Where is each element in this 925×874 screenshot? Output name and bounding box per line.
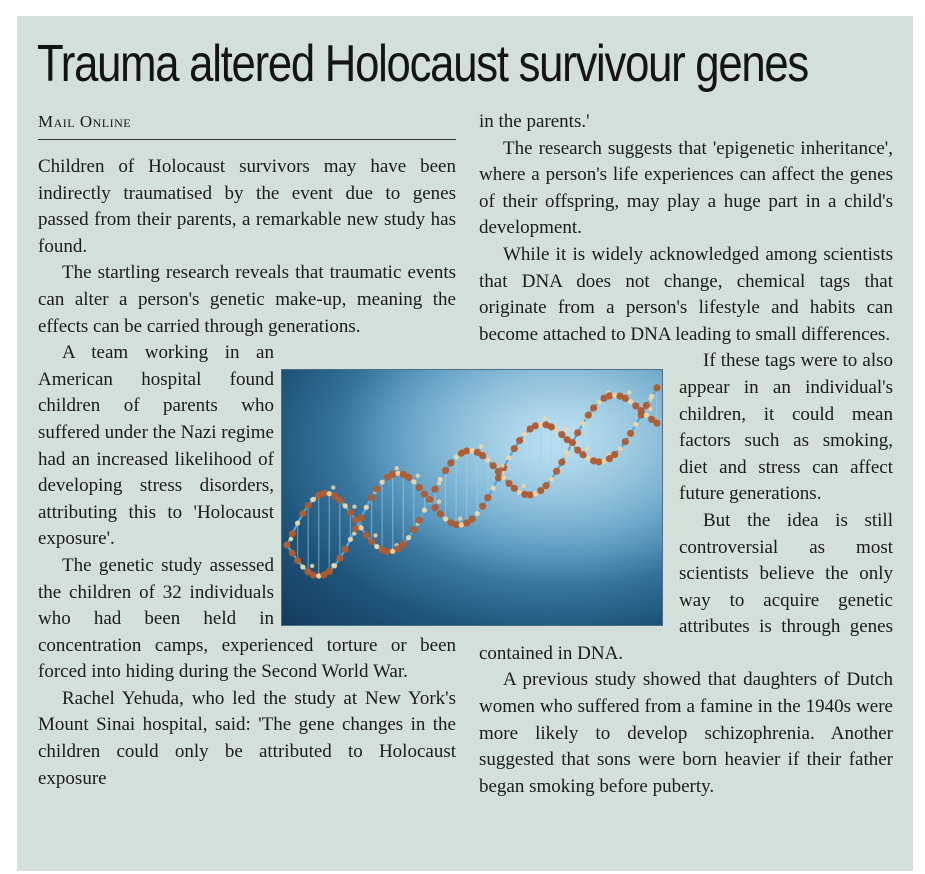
nucleotide-bead: [406, 535, 411, 540]
nucleotide-bead: [364, 505, 369, 510]
nucleotide-bead: [644, 413, 649, 418]
nucleotide-bead: [484, 494, 491, 501]
nucleotide-bead: [648, 407, 652, 411]
nucleotide-bead: [410, 526, 417, 533]
paragraph: But the idea is still controversial as most scientists believe the only way to acquire genetic attributes is through genes contained in DNA.: [479, 509, 893, 664]
nucleotide-bead: [564, 426, 568, 430]
nucleotide-bead: [549, 477, 554, 482]
nucleotide-bead: [384, 548, 391, 555]
paragraph: Rachel Yehuda, who led the study at New York's Mount Sinai hospital, said: 'The gene changes in the children could only be attributed to Holocaust exposure: [38, 687, 456, 789]
nucleotide-bead: [310, 571, 317, 578]
dna-helix-image: [281, 369, 663, 626]
nucleotide-bead: [363, 531, 370, 538]
nucleotide-bead: [558, 431, 565, 438]
nucleotide-bead: [320, 490, 327, 497]
nucleotide-bead: [299, 510, 306, 517]
nucleotide-bead: [475, 511, 480, 516]
nucleotide-bead: [454, 454, 459, 459]
nucleotide-bead: [305, 502, 312, 509]
nucleotide-bead: [505, 480, 512, 487]
nucleotide-bead: [389, 471, 396, 478]
nucleotide-bead: [585, 412, 592, 419]
nucleotide-bead: [358, 525, 363, 530]
nucleotide-bead: [463, 447, 470, 454]
nucleotide-bead: [343, 503, 348, 508]
nucleotide-bead: [437, 500, 441, 504]
nucleotide-bead: [310, 564, 314, 568]
nucleotide-bead: [495, 468, 502, 475]
nucleotide-bead: [416, 484, 423, 491]
nucleotide-bead: [336, 555, 343, 562]
nucleotide-bead: [380, 480, 385, 485]
nucleotide-bead: [516, 437, 523, 444]
nucleotide-bead: [295, 521, 300, 526]
nucleotide-bead: [352, 525, 359, 532]
nucleotide-bead: [411, 479, 416, 484]
nucleotide-bead: [580, 421, 585, 426]
nucleotide-bead: [553, 468, 560, 475]
article-panel: [17, 16, 913, 871]
nucleotide-bead: [443, 516, 448, 521]
nucleotide-bead: [479, 444, 483, 448]
nucleotide-bead: [479, 503, 486, 510]
nucleotide-bead: [521, 484, 525, 488]
nucleotide-bead: [373, 533, 377, 537]
paragraph: The genetic study assessed the children of 32 individuals who had been held in concentration camps, experienced torture or been forced into hiding during the Second World War.: [38, 554, 456, 683]
paragraph: If these tags were to also appear in an individual's children, it could mean factors such as smoking, diet and stress can affect future generations.: [679, 350, 893, 505]
nucleotide-bead: [542, 482, 549, 489]
nucleotide-bead: [283, 541, 290, 548]
nucleotide-bead: [336, 497, 343, 504]
nucleotide-bead: [490, 462, 497, 469]
nucleotide-bead: [548, 423, 555, 430]
nucleotide-bead: [311, 497, 316, 502]
nucleotide-bead: [374, 544, 379, 549]
nucleotide-bead: [606, 392, 613, 399]
article-headline: Trauma altered Holocaust survivour genes: [37, 35, 809, 93]
nucleotide-bead: [533, 491, 538, 496]
dna-helix-illustration: [282, 370, 662, 625]
nucleotide-bead: [437, 510, 444, 517]
paragraph: The startling research reveals that traumatic events can alter a person's genetic make-up, meaning the effects can be carried through generations.: [38, 262, 456, 337]
nucleotide-bead: [479, 452, 486, 459]
nucleotide-bead: [622, 438, 629, 445]
nucleotide-bead: [627, 430, 634, 437]
nucleotide-bead: [416, 474, 420, 478]
nucleotide-bead: [491, 485, 496, 490]
nucleotide-bead: [352, 505, 356, 509]
nucleotide-bead: [442, 467, 449, 474]
nucleotide-bead: [500, 463, 504, 467]
nucleotide-bead: [495, 474, 502, 481]
nucleotide-bead: [595, 458, 602, 465]
nucleotide-bead: [653, 384, 660, 391]
nucleotide-bead: [638, 407, 645, 414]
nucleotide-bead: [628, 399, 633, 404]
nucleotide-bead: [348, 537, 353, 542]
nucleotide-bead: [622, 395, 629, 402]
nucleotide-bead: [416, 517, 423, 524]
nucleotide-bead: [453, 521, 460, 528]
nucleotide-bead: [431, 486, 438, 493]
nucleotide-bead: [596, 400, 601, 405]
nucleotide-bead: [543, 416, 547, 420]
nucleotide-bead: [395, 466, 399, 470]
nucleotide-bead: [447, 459, 454, 466]
paragraph: A team working in an American hospital found children of parents who suffered under the Nazi regime had an increased likelihood of developing stress disorders, attributing this to 'Holocaust exposure'.: [38, 342, 274, 550]
nucleotide-bead: [400, 541, 407, 548]
nucleotide-bead: [627, 390, 631, 394]
nucleotide-bead: [522, 431, 527, 436]
nucleotide-bead: [342, 546, 349, 553]
paragraph: The research suggests that 'epigenetic inheritance', where a person's life experiences can affect the genes of their offspring, may play a huge part in a child's development.: [479, 137, 893, 239]
nucleotide-bead: [611, 451, 618, 458]
nucleotide-bead: [332, 563, 337, 568]
nucleotide-bead: [373, 486, 380, 493]
nucleotide-bead: [289, 537, 293, 541]
nucleotide-bead: [485, 458, 490, 463]
nucleotide-bead: [574, 429, 581, 436]
nucleotide-bead: [352, 517, 359, 524]
paragraph: A previous study showed that daughters of Dutch women who suffered from a famine in the 1940s were more likely to develop schizophrenia. Another suggested that sons were born heavier if their father began smoking before puberty.: [479, 669, 893, 797]
nucleotide-bead: [511, 485, 518, 492]
nucleotide-bead: [294, 557, 301, 564]
nucleotide-bead: [633, 422, 638, 427]
byline-rule: [38, 139, 456, 140]
nucleotide-bead: [368, 494, 375, 501]
paragraph: While it is widely acknowledged among scientists that DNA does not change, chemical tags that originate from a person's lifestyle and habits can become attached to DNA leading to small differences.: [479, 243, 893, 345]
nucleotide-bead: [579, 451, 586, 458]
nucleotide-bead: [331, 485, 335, 489]
nucleotide-bead: [300, 564, 305, 569]
nucleotide-bead: [590, 404, 597, 411]
nucleotide-bead: [585, 447, 589, 451]
nucleotide-bead: [554, 428, 559, 433]
nucleotide-bead: [558, 459, 565, 466]
nucleotide-bead: [289, 550, 296, 557]
paragraph: Children of Holocaust survivors may have been indirectly traumatised by the event due to genes passed from their parents, a remarkable new study has found.: [38, 156, 456, 257]
nucleotide-bead: [458, 517, 462, 521]
nucleotide-bead: [653, 419, 660, 426]
nucleotide-bead: [326, 568, 333, 575]
nucleotide-bead: [569, 439, 576, 446]
nucleotide-bead: [368, 538, 375, 545]
nucleotide-bead: [532, 422, 539, 429]
nucleotide-bead: [527, 491, 534, 498]
nucleotide-bead: [431, 504, 438, 511]
nucleotide-bead: [511, 445, 518, 452]
nucleotide-bead: [421, 491, 428, 498]
nucleotide-bead: [565, 450, 570, 455]
nucleotide-bead: [405, 474, 412, 481]
nucleotide-bead: [422, 508, 427, 513]
byline: Mail Online: [38, 112, 132, 131]
paragraph: in the parents.': [479, 111, 590, 132]
nucleotide-bead: [649, 394, 654, 399]
nucleotide-bead: [289, 530, 296, 537]
nucleotide-bead: [347, 509, 354, 516]
nucleotide-bead: [617, 446, 622, 451]
nucleotide-bead: [501, 475, 506, 480]
nucleotide-bead: [506, 455, 511, 460]
nucleotide-bead: [438, 477, 443, 482]
nucleotide-bead: [426, 496, 433, 503]
nucleotide-bead: [468, 516, 475, 523]
nucleotide-bead: [537, 487, 544, 494]
